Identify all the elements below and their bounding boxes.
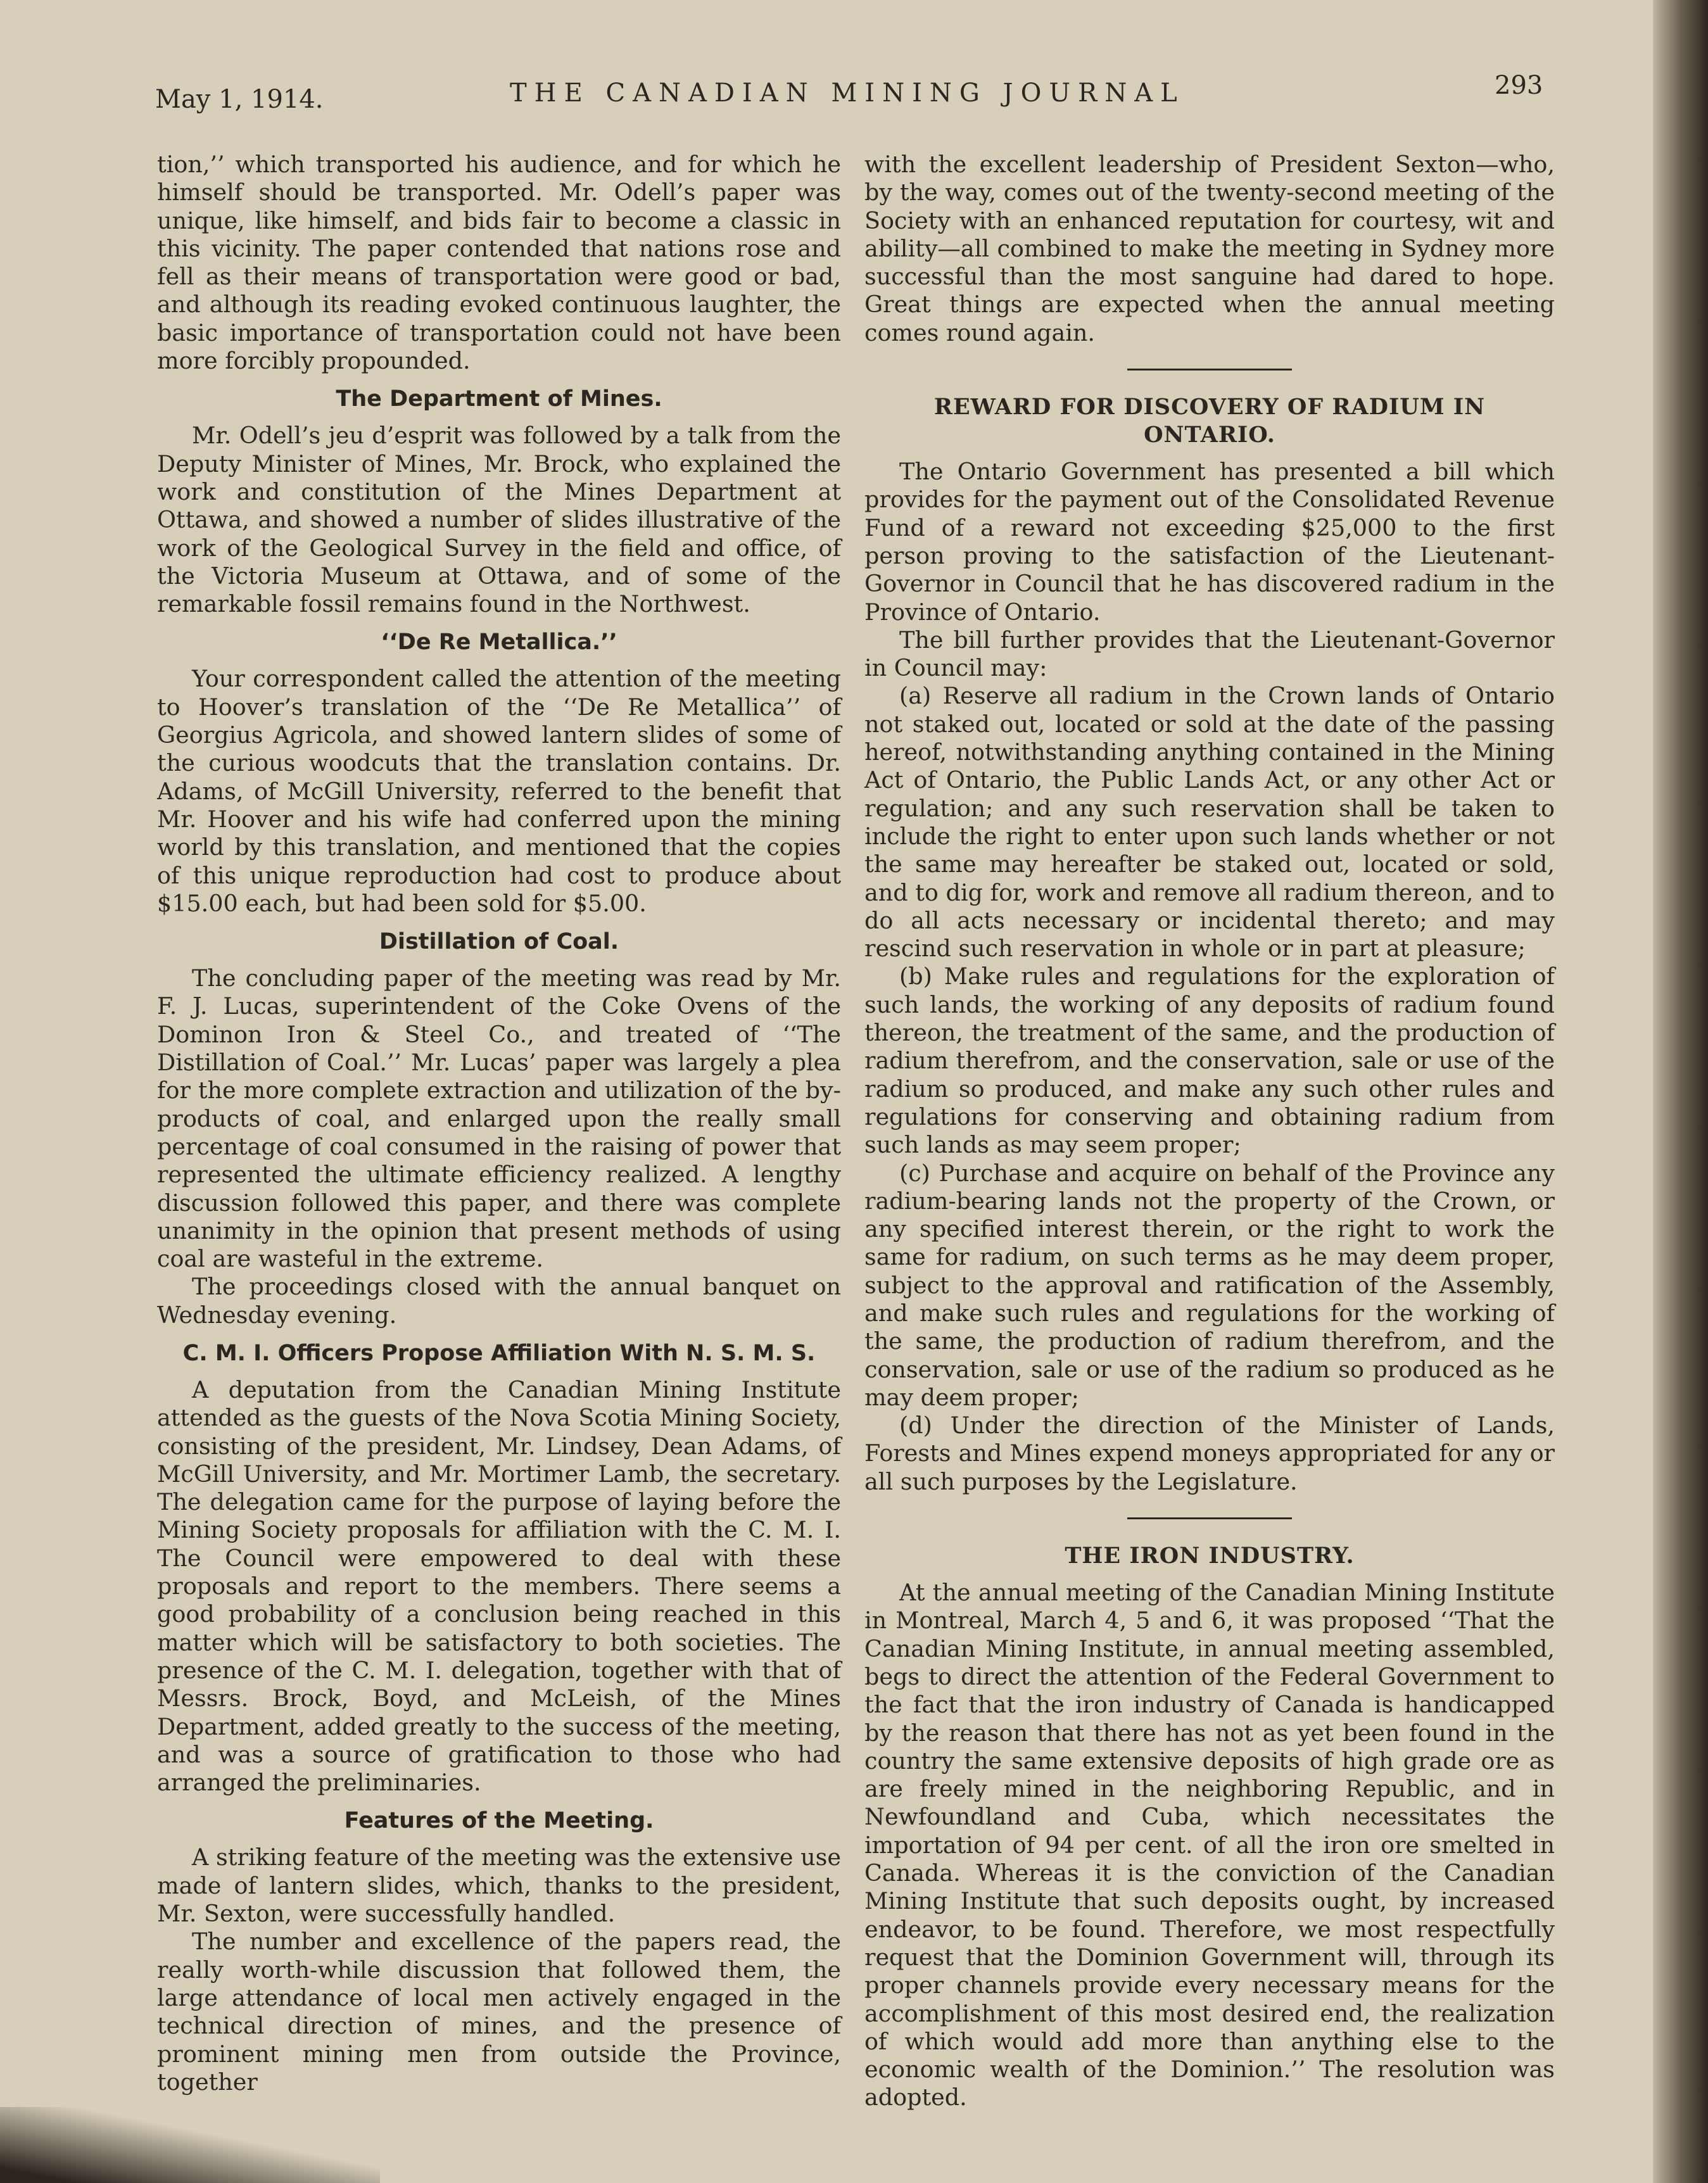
clause-b: (b) Make rules and regulations for the exploration of such lands, the working of any deposits of radium found thereon, the treatment of the same, and the production of radium therefrom, and the conservation, sale or use of the radium so produced, and make any such other rules and regulations for conserving and obtaining radium from such lands as may seem proper;: [864, 963, 1555, 1159]
clause-c: (c) Purchase and acquire on behalf of the Province any radium-bearing lands not the property of the Crown, or any specified interest therein, or the right to work the same for radium, on such terms as he may deem proper, subject to the approval and ratification of the Assembly, and make such rules and regulations for the working of the same, the production of radium therefrom, and the conservation, sale or use of the radium so produced as he may deem proper;: [864, 1159, 1555, 1411]
paragraph: The concluding paper of the meeting was read by Mr. F. J. Lucas, superintendent of the Coke Ovens of the Dominon Iron & Steel Co., and treated of ‘‘The Distillation of Coal.’’ Mr. Lucas’ paper was largely a plea for the more complete extraction and utilization of the by-products of coal, and enlarged upon the really small percentage of coal consumed in the raising of power that represented the ultimate efficiency realized. A lengthy discussion followed this paper, and there was complete unanimity in the opinion that present methods of using coal are wasteful in the extreme.: [157, 965, 841, 1273]
article-heading: REWARD FOR DISCOVERY OF RADIUM IN ONTARIO.: [933, 394, 1486, 448]
section-heading: ‘‘De Re Metallica.’’: [381, 630, 617, 655]
paragraph: The Ontario Government has presented a bill which provides for the payment out of the Consolidated Revenue Fund of a reward not exceeding $25,000 to the first person proving to the satisfaction of the Lieutenant-Governor in Council that he has discovered radium in the Province of Ontario.: [864, 458, 1555, 626]
section-heading: C. M. I. Officers Propose Affiliation With N. S. M. S.: [182, 1340, 816, 1366]
binding-shadow: [0, 2107, 380, 2183]
clause-d: (d) Under the direction of the Minister of Lands, Forests and Mines expend moneys appropriated for any or all such purposes by the Legislature.: [864, 1412, 1555, 1495]
right-column: [864, 151, 1555, 2112]
section-heading: The Department of Mines.: [336, 386, 662, 412]
paragraph: A deputation from the Canadian Mining Institute attended as the guests of the Nova Scotia Mining Society, consisting of the president, Mr. Lindsey, Dean Adams, of McGill University, and Mr. Mortimer Lamb, the secretary. The delegation came for the purpose of laying before the Mining Society proposals for affiliation with the C. M. I. The Council were empowered to deal with these proposals and report to the members. There seems a good probability of a conclusion being reached in this matter which will be satisfactory to both societies. The presence of the C. M. I. delegation, together with that of Messrs. Brock, Boyd, and McLeish, of the Mines Department, added greatly to the success of the meeting, and was a source of gratification to those who had arranged the preliminaries.: [157, 1376, 841, 1797]
page-header: [155, 63, 1548, 120]
paragraph: Your correspondent called the attention of the meeting to Hoover’s translation of the ‘‘De Re Metallica’’ of Georgius Agricola, and showed lantern slides of some of the curious woodcuts that the translation contains. Dr. Adams, of McGill University, referred to the benefit that Mr. Hoover and his wife had conferred upon the mining world by this translation, and mentioned that the copies of this unique reproduction had cost to produce about $15.00 each, but had been sold for $5.00.: [157, 665, 841, 917]
left-column: [157, 151, 841, 2096]
section-heading: Distillation of Coal.: [379, 929, 619, 955]
paragraph: Mr. Odell’s jeu d’esprit was followed by a talk from the Deputy Minister of Mines, Mr. Brock, who explained the work and constitution of the Mines Department at Ottawa, and showed a number of slides illustrative of the work of the Geological Survey in the field and office, of the Victoria Museum at Ottawa, and of some of the remarkable fossil remains found in the Northwest.: [157, 422, 841, 618]
paragraph: At the annual meeting of the Canadian Mining Institute in Montreal, March 4, 5 and 6, it was proposed ‘‘That the Canadian Mining Institute, in annual meeting assembled, begs to direct the attention of the Federal Government to the fact that the iron industry of Canada is handicapped by the reason that there has not as yet been found in the country the same extensive deposits of high grade ore as are freely mined in the neighboring Republic, and in Newfoundland and Cuba, which necessitates the importation of 94 per cent. of all the iron ore smelted in Canada. Whereas it is the conviction of the Canadian Mining Institute that such deposits ought, by increased endeavor, to be found. Therefore, we most respectfully request that the Dominion Government will, through its proper channels provide every necessary means for the accomplishment of this most desired end, the realization of which would add more than anything else to the economic wealth of the Dominion.’’ The resolution was adopted.: [864, 1579, 1555, 2111]
article-heading: THE IRON INDUSTRY.: [1065, 1543, 1355, 1569]
page-number: 293: [1495, 71, 1543, 100]
section-divider: [1127, 369, 1292, 370]
journal-title: THE CANADIAN MINING JOURNAL: [510, 79, 1185, 108]
section-heading: Features of the Meeting.: [344, 1808, 654, 1834]
section-divider: [1127, 1517, 1292, 1519]
page-edge: [1653, 0, 1708, 2183]
clause-a: (a) Reserve all radium in the Crown lands of Ontario not staked out, located or sold at the date of the passing hereof, notwithstanding anything contained in the Mining Act of Ontario, the Public Lands Act, or any other Act or regulation; and any such reservation shall be taken to include the right to enter upon such lands whether or not the same may hereafter be staked out, located or sold, and to dig for, work and remove all radium thereon, and to do all acts necessary or incidental thereto; and may rescind such reservation in whole or in part at pleasure;: [864, 682, 1555, 963]
issue-date: May 1, 1914.: [155, 85, 324, 114]
paragraph: with the excellent leadership of President Sexton—who, by the way, comes out of the twenty-second meeting of the Society with an enhanced reputation for courtesy, wit and ability—all combined to make the meeting in Sydney more successful than the most sanguine had dared to hope. Great things are expected when the annual meeting comes round again.: [864, 151, 1555, 346]
paragraph: tion,’’ which transported his audience, and for which he himself should be transported. Mr. Odell’s paper was unique, like himself, and bids fair to become a classic in this vicinity. The paper contended that nations rose and fell as their means of transportation were good or bad, and although its reading evoked continuous laughter, the basic importance of transportation could not have been more forcibly propounded.: [157, 151, 841, 375]
paragraph: The number and excellence of the papers read, the really worth-while discussion that followed them, the large attendance of local men actively engaged in the technical direction of mines, and the presence of prominent mining men from outside the Province, together: [157, 1928, 841, 2096]
paragraph: A striking feature of the meeting was the extensive use made of lantern slides, which, thanks to the president, Mr. Sexton, were successfully handled.: [157, 1844, 841, 1928]
paragraph: The bill further provides that the Lieutenant-Governor in Council may:: [864, 626, 1555, 682]
paragraph: The proceedings closed with the annual banquet on Wednesday evening.: [157, 1273, 841, 1329]
